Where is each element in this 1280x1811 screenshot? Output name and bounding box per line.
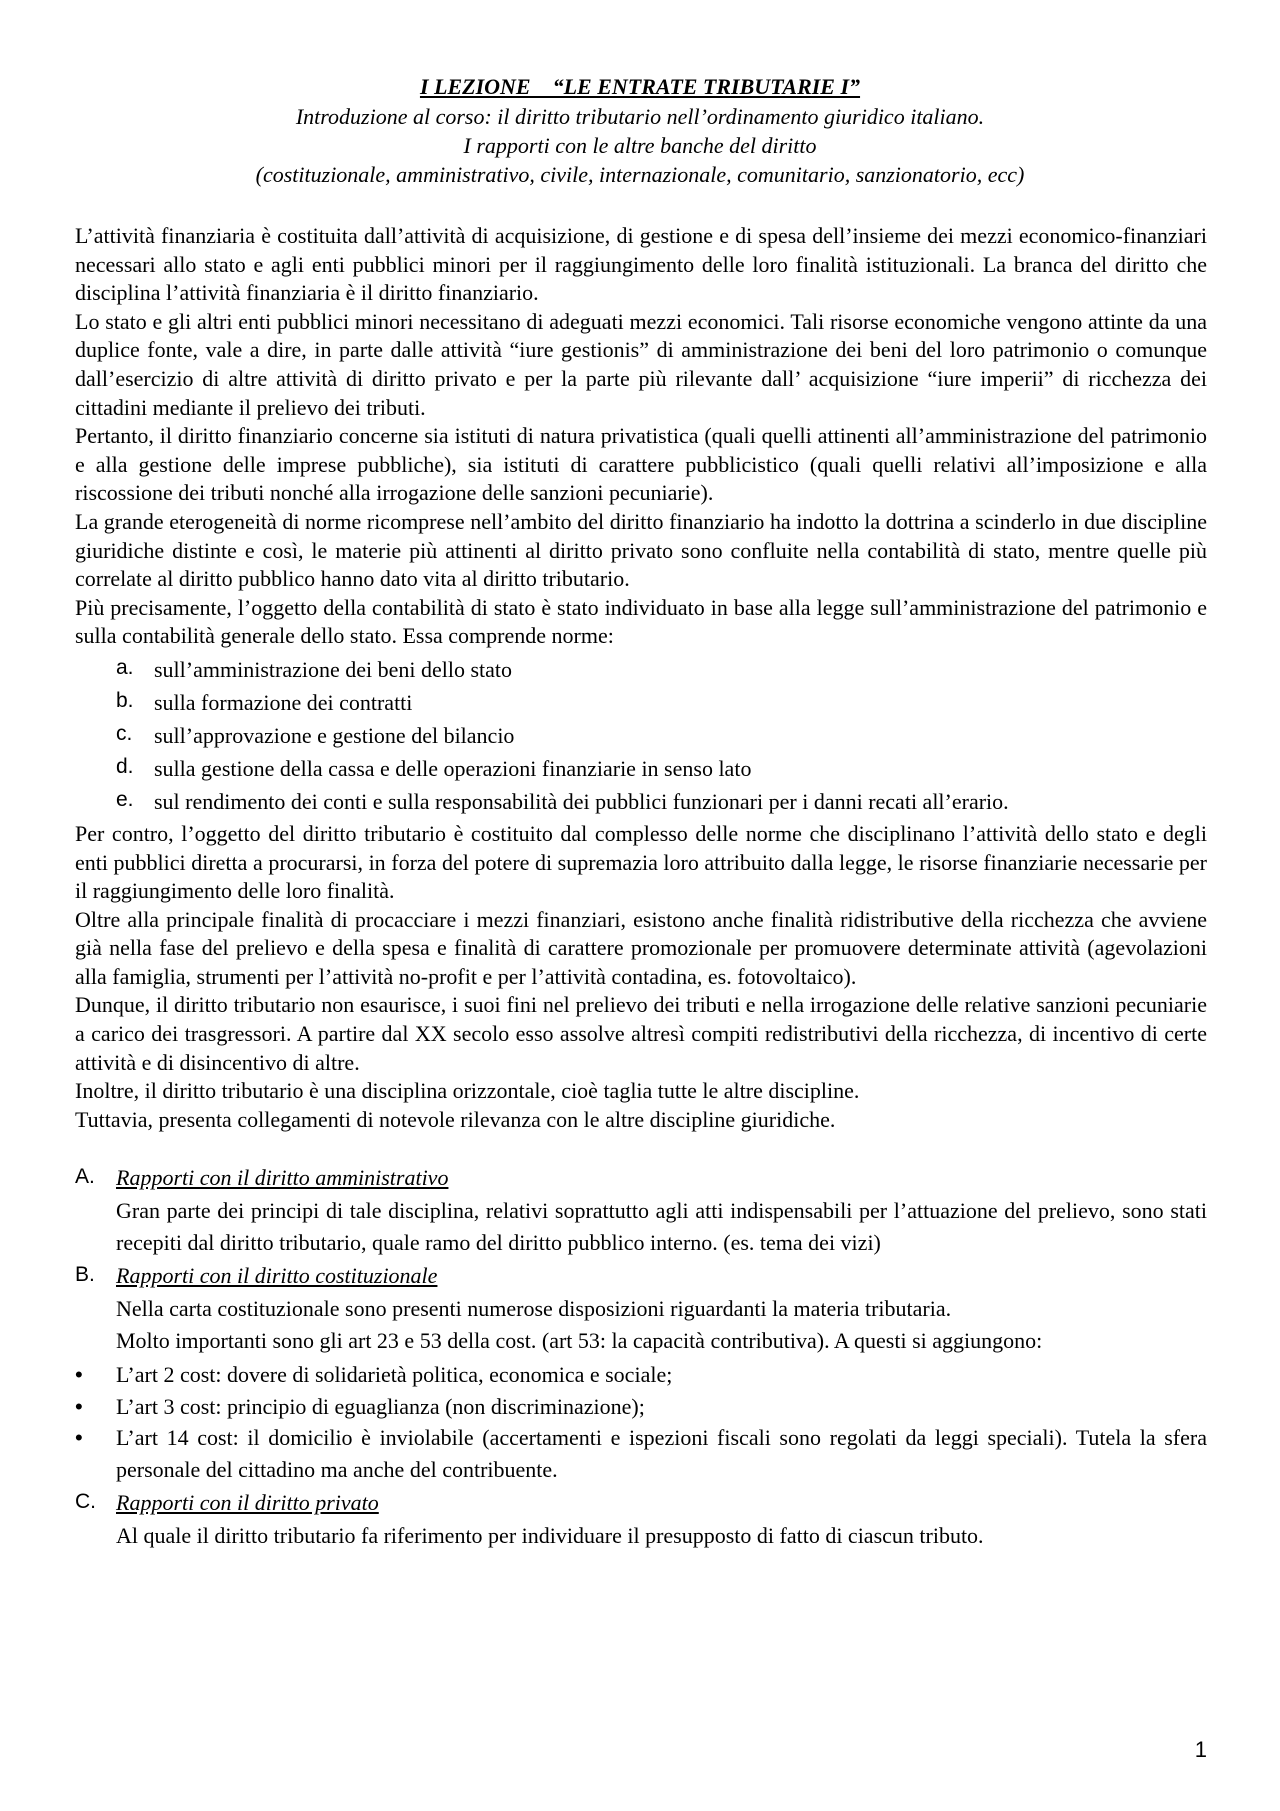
bullet-icon: • <box>75 1393 83 1419</box>
section-private-law <box>75 1488 1207 1552</box>
section-text: Al quale il diritto tributario fa riferimento per individuare il presupposto di fatto di ciascun tributo. <box>116 1523 984 1549</box>
constitution-articles-list <box>75 1359 1207 1485</box>
list-item <box>75 719 1207 752</box>
page-number: 1 <box>1194 1737 1207 1762</box>
bullet-text: L’art 14 cost: il domicilio è inviolabile (accertamenti e ispezioni fiscali sono regolati da leggi speciali). Tutela la sfera personale del cittadino ma anche del contribuente. <box>116 1425 1207 1482</box>
section-heading: Rapporti con il diritto costituzionale <box>116 1263 438 1289</box>
lesson-title: I LEZIONE “LE ENTRATE TRIBUTARIE I” <box>419 74 861 99</box>
section-heading: Rapporti con il diritto amministrativo <box>116 1165 449 1191</box>
list-item-text: sull’approvazione e gestione del bilancio <box>154 722 515 748</box>
bullet-icon: • <box>75 1425 83 1451</box>
spacer <box>75 1134 1207 1163</box>
list-item <box>75 785 1207 818</box>
section-text: Gran parte dei principi di tale disciplina, relativi soprattutto agli atti indispensabili per l’attuazione del prelievo, sono stati recepiti dal diritto tributario, quale ramo del diritto pubblico interno. (es. tema dei vizi) <box>116 1198 1207 1255</box>
bullet-item <box>75 1391 1207 1423</box>
paragraph: Lo stato e gli altri enti pubblici minori necessitano di adeguati mezzi economici. Tali risorse economiche vengono attinte da una duplice fonte, vale a dire, in parte dalle attività “iure gestionis” di amministrazione dei beni del loro patrimonio o comunque dall’esercizio di altre attività di diritto privato e per la parte più rilevante dall’ acquisizione “iure imperii” di ricchezza dei cittadini mediante il prelievo dei tributi. <box>75 308 1207 420</box>
list-marker: a. <box>116 655 134 679</box>
paragraph: L’attività finanziaria è costituita dall’attività di acquisizione, di gestione e di spesa dell’insieme dei mezzi economico-finanziari necessari allo stato e agli enti pubblici minori per il raggiungimento delle loro finalità istituzionali. La branca del diritto che disciplina l’attività finanziaria è il diritto finanziario. <box>75 223 1207 306</box>
section-heading: Rapporti con il diritto privato <box>116 1490 379 1516</box>
list-item <box>75 686 1207 719</box>
paragraph: Per contro, l’oggetto del diritto tributario è costituito dal complesso delle norme che disciplinano l’attività dello stato e degli enti pubblici diretta a procurarsi, in forza del potere di supremazia loro attribuito dalla legge, le risorse finanziarie necessarie per il raggiungimento delle loro finalità. <box>75 820 1207 904</box>
list-item <box>75 653 1207 686</box>
paragraph: La grande eterogeneità di norme ricomprese nell’ambito del diritto finanziario ha indotto la dottrina a scinderlo in due discipline giuridiche distinte e così, le materie più attinenti al diritto privato sono confluite nella contabilità di stato, mentre quelle più correlate al diritto pubblico hanno dato vita al diritto tributario. <box>75 508 1207 592</box>
paragraph: Inoltre, il diritto tributario è una disciplina orizzontale, cioè taglia tutte le altre discipline. <box>75 1078 860 1104</box>
bullet-text: L’art 2 cost: dovere di solidarietà politica, economica e sociale; <box>116 1362 673 1388</box>
paragraph: Più precisamente, l’oggetto della contabilità di stato è stato individuato in base alla legge sull’amministrazione del patrimonio e sulla contabilità generale dello stato. Essa comprende norme: <box>75 594 1207 649</box>
paragraph: Pertanto, il diritto finanziario concerne sia istituti di natura privatistica (quali quelli attinenti all’amministrazione del patrimonio e alla gestione delle imprese pubbliche), sia istituti di carattere pubblicistico (quali quelli relativi all’imposizione e alla riscossione dei tributi nonché alla irrogazione delle sanzioni pecuniarie). <box>75 423 1207 506</box>
section-constitutional-law <box>75 1261 1207 1356</box>
list-item <box>75 752 1207 785</box>
document-body <box>75 222 1207 1555</box>
list-item-text: sulla gestione della cassa e delle operazioni finanziarie in senso lato <box>154 755 752 781</box>
bullet-icon: • <box>75 1362 83 1388</box>
subtitle-line-2: I rapporti con le altre banche del diritto <box>463 133 817 158</box>
paragraph: Oltre alla principale finalità di procacciare i mezzi finanziari, esistono anche finalità ridistributive della ricchezza che avviene già nella fase del prelievo e della spesa e finalità di carattere promozionale per promuovere determinate attività (agevolazioni alla famiglia, strumenti per l’attività no-profit e per l’attività contadina, es. fotovoltaico). <box>75 906 1207 989</box>
subtitle-line-3: (costituzionale, amministrativo, civile, internazionale, comunitario, sanzionatorio, ecc) <box>255 162 1025 187</box>
bullet-text: L’art 3 cost: principio di eguaglianza (non discriminazione); <box>116 1393 645 1419</box>
section-administrative-law <box>75 1163 1207 1258</box>
paragraph: Dunque, il diritto tributario non esaurisce, i suoi fini nel prelievo dei tributi e nella irrogazione delle relative sanzioni pecuniarie a carico dei trasgressori. A partire dal XX secolo esso assolve altresì compiti redistributivi della ricchezza, di incentivo di certe attività e di disincentivo di altre. <box>75 992 1207 1075</box>
list-marker: c. <box>116 721 133 745</box>
section-text: Nella carta costituzionale sono presenti numerose disposizioni riguardanti la materia tributaria. <box>116 1296 952 1322</box>
section-text: Molto importanti sono gli art 23 e 53 della cost. (art 53: la capacità contributiva). A questi si aggiungono: <box>116 1327 1043 1353</box>
list-marker: b. <box>116 688 134 712</box>
list-item-text: sul rendimento dei conti e sulla responsabilità dei pubblici funzionari per i danni recati all’erario. <box>154 788 1009 814</box>
list-marker: d. <box>116 754 134 778</box>
document-header <box>0 72 1280 189</box>
norms-list <box>75 653 1207 818</box>
list-item-text: sulla formazione dei contratti <box>154 689 413 715</box>
subtitle-line-1: Introduzione al corso: il diritto tributario nell’ordinamento giuridico italiano. <box>295 104 985 129</box>
section-marker: A. <box>75 1165 95 1189</box>
list-marker: e. <box>116 787 134 811</box>
bullet-item <box>75 1422 1207 1485</box>
paragraph: Tuttavia, presenta collegamenti di notevole rilevanza con le altre discipline giuridiche. <box>75 1106 836 1132</box>
list-item-text: sull’amministrazione dei beni dello stato <box>154 656 513 682</box>
section-marker: C. <box>75 1490 96 1514</box>
section-marker: B. <box>75 1263 95 1287</box>
bullet-item <box>75 1359 1207 1391</box>
